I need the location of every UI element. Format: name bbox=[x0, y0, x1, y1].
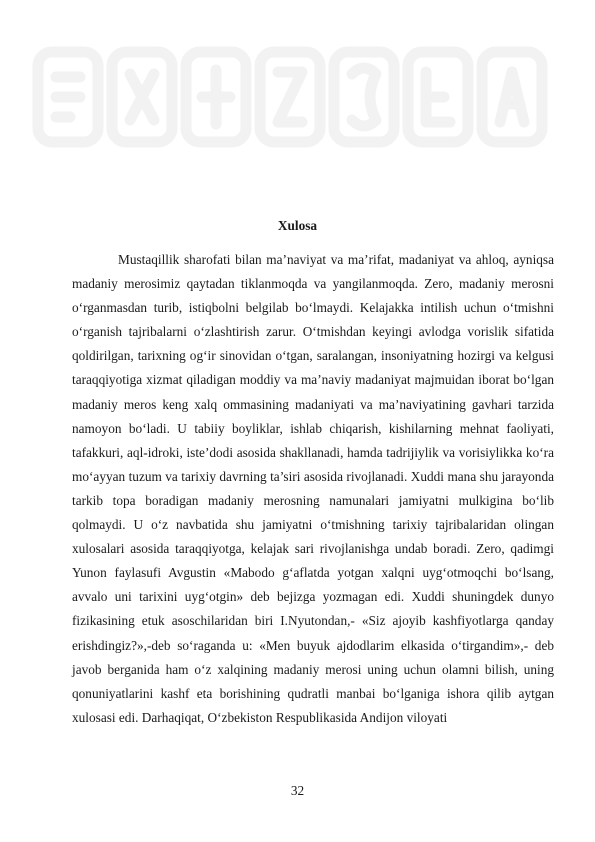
section-title: Xulosa bbox=[277, 218, 318, 233]
page-number: 32 bbox=[290, 783, 305, 798]
body-paragraph: Mustaqillik sharofati bilan ma’naviyat va ma’rifat, madaniyat va ahloq, ayniqsa madaniy merosimiz qaytadan tiklanmoqda va yangilanmoqda. Zero, madaniy merosni o‘rganmasdan turib, istiqbolni belgilab bo‘lmaydi. Kelajakka intilish uchun o‘tmishni o‘rganish tajribalarni o‘zlashtirish zarur. O‘tmishdan keyingi avlodga vorislik sifatida qoldirilgan, tarixning og‘ir sinovidan o‘tgan, saralangan, insoniyatning hozirgi va kelgusi taraqqiyotiga xizmat qiladigan moddiy va ma’naviy madaniyat majmuidan iborat bo‘lgan madaniy meros keng xalq ommasining madaniyati va ma’naviyatining gavhari tarzida namoyon bo‘ladi. U tabiiy boyliklar, ishlab chiqarish, kishilarning mehnat faoliyati, tafakkuri, aql-idroki, iste’dodi asosida shakllanadi, hamda tadrijiylik va vorisiylikka ko‘ra mo‘ayyan tuzum va tarixiy davrning ta’siri asosida rivojlanadi. Xuddi mana shu jarayonda tarkib topa boradigan madaniy merosning namunalari jamiyatni mulkigina bo‘lib qolmaydi. U o‘z navbatida shu jamiyatni o‘tmishning tarixiy tajribalaridan olingan xulosalari asosida taraqqiyotga, kelajak sari rivojlanishga undab boradi. Zero, qadimgi Yunon faylasufi Avgustin «Mabodo g‘aflatda yotgan xalqni uyg‘otmoqchi bo‘lsang, avvalo uni tarixini uyg‘otgin» deb bejizga yozmagan edi. Xuddi shuningdek dunyo fizikasining etuk asoschilaridan biri I.Nyutondan,- «Siz ajoyib kashfiyotlarga qanday erishdingiz?»,-deb so‘raganda u: «Men buyuk ajdodlarim elkasida o‘tirgandim»,- deb javob berganida ham o‘z xalqining madaniy merosi uning uchun olamni bilish, uning qonuniyatlarini kashf eta borishining qudratli manbai bo‘lganiga ishora qilib aytgan xulosasi edi. Darhaqiqat, O‘zbekiston Respublikasida Andijon viloyati bbox=[72, 252, 554, 725]
